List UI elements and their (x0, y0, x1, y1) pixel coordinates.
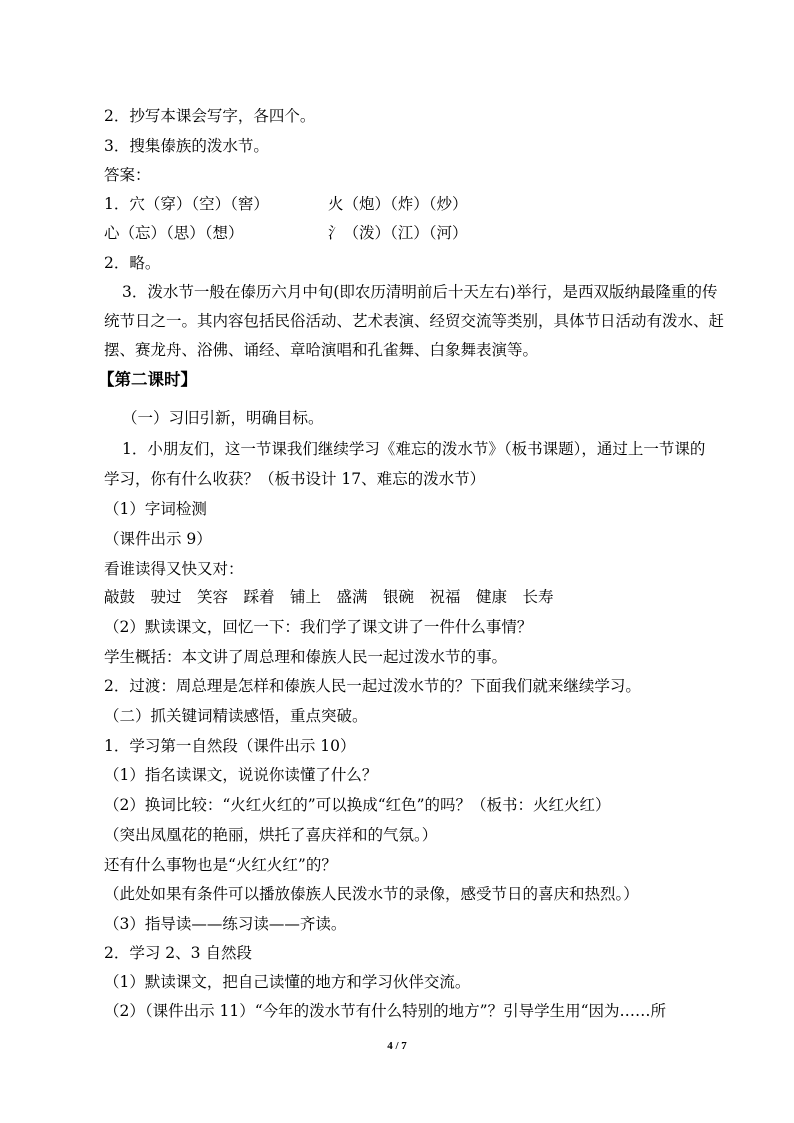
text-line: （二）抓关键词精读感悟，重点突破。 (104, 707, 368, 725)
text-line: 3．泼水节一般在傣历六月中旬(即农历清明前后十天左右)举行，是西双版纳最隆重的传 (122, 283, 718, 301)
page-number: 4 / 7 (387, 1040, 407, 1052)
text-line: 看谁读得又快又对： (104, 560, 244, 578)
text-line: 3．搜集傣族的泼水节。 (104, 137, 269, 155)
text-line: 学生概括：本文讲了周总理和傣族人民一起过泼水节的事。 (104, 648, 508, 666)
answer-cell: 心（忘）（思）（想） (104, 224, 244, 242)
text-line: 2．过渡：周总理是怎样和傣族人民一起过泼水节的？下面我们就来继续学习。 (104, 677, 641, 695)
text-line: 1．小朋友们，这一节课我们继续学习《难忘的泼水节》（板书课题），通过上一节课的 (122, 440, 706, 458)
text-line: 还有什么事物也是“火红火红”的？ (104, 856, 337, 874)
text-line: （1）字词检测 (104, 500, 207, 518)
text-line: 2．学习 2、3 自然段 (104, 944, 252, 962)
text-line: 2．抄写本课会写字，各四个。 (104, 107, 316, 125)
text-line: （课件出示 9） (104, 530, 212, 548)
answer-cell: 氵（泼）（江）（河） (328, 224, 468, 242)
text-line: 敲鼓 驶过 笑容 踩着 铺上 盛满 银碗 祝福 健康 长寿 (104, 588, 554, 606)
text-line: 2．略。 (104, 254, 161, 272)
answer-cell: 1．穴（穿）（空）（窖） (104, 195, 269, 213)
text-line: （3）指导读——练习读——齐读。 (104, 915, 347, 933)
text-line: 1．学习第一自然段（课件出示 10） (104, 737, 356, 755)
text-line: （此处如果有条件可以播放傣族人民泼水节的录像，感受节日的喜庆和热烈。） (104, 885, 639, 903)
answer-cell: 火（炮）（炸）（炒） (328, 195, 468, 213)
text-line: 答案： (104, 166, 151, 184)
text-line: （2）默读课文，回忆一下：我们学了课文讲了一件什么事情？ (104, 618, 533, 636)
text-line: 统节日之一。其内容包括民俗活动、艺术表演、经贸交流等类别，具体节日活动有泼水、赶 (104, 312, 725, 330)
text-line: （一）习旧引新，明确目标。 (122, 409, 324, 427)
text-line: 摆、赛龙舟、浴佛、诵经、章哈演唱和孔雀舞、白象舞表演等。 (104, 341, 539, 359)
section-heading: 【第二课时】 (98, 370, 197, 389)
text-line: （2）（课件出示 11）“今年的泼水节有什么特别的地方”？引导学生用“因为……所 (104, 1002, 667, 1020)
text-line: （2）换词比较：“火红火红的”可以换成“红色”的吗？（板书：火红火红） (104, 796, 611, 814)
text-line: （1）默读课文，把自己读懂的地方和学习伙伴交流。 (104, 973, 471, 991)
text-line: （1）指名读课文，说说你读懂了什么？ (104, 766, 378, 784)
text-line: （突出凤凰花的艳丽，烘托了喜庆祥和的气氛。） (104, 826, 438, 844)
text-line: 学习，你有什么收获？（板书设计 17、难忘的泼水节） (104, 470, 486, 488)
